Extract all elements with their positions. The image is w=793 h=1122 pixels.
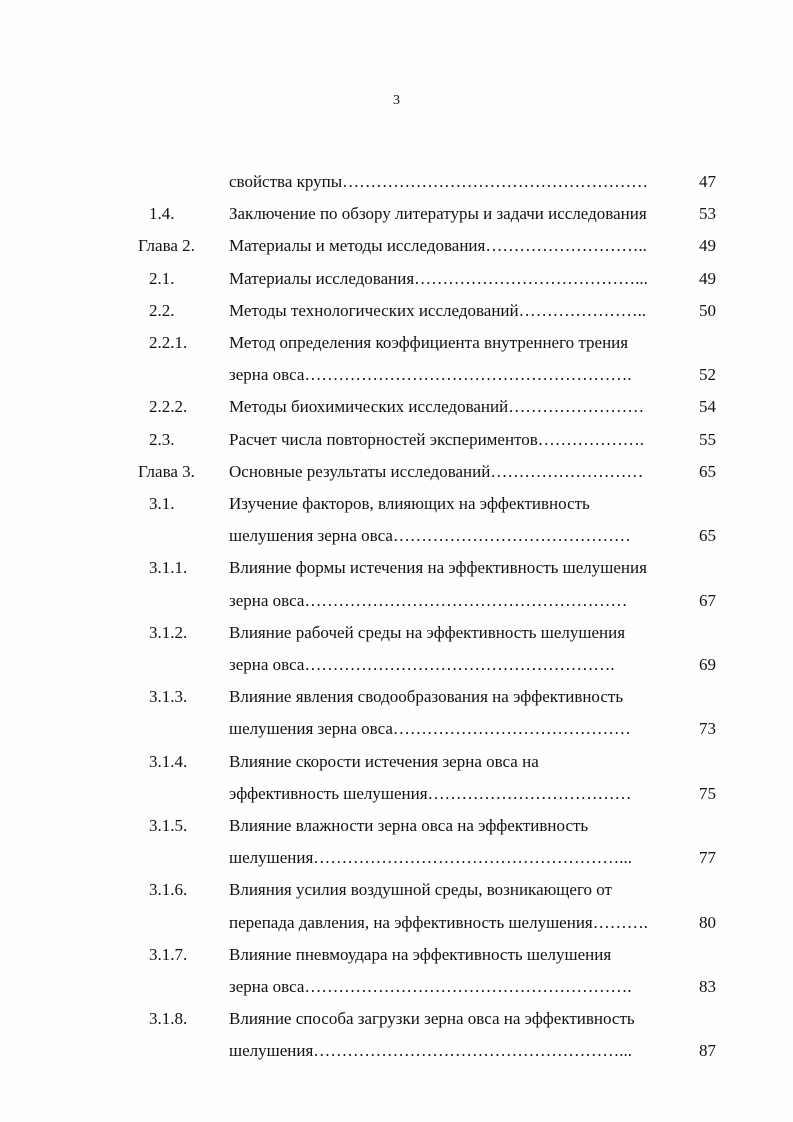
toc-entry-page: 73 — [699, 719, 716, 739]
toc-entry — [0, 650, 793, 680]
toc-entry — [0, 489, 793, 519]
toc-entry — [0, 521, 793, 551]
toc-entry-title: Изучение факторов, влияющих на эффективность — [229, 494, 590, 513]
toc-entry-title: Материалы и методы исследования……………………….. — [229, 236, 647, 256]
toc-entry — [0, 714, 793, 744]
toc-entry — [0, 167, 793, 197]
toc-entry-page: 80 — [699, 912, 716, 932]
toc-entry-number: 3.1.1. — [149, 558, 188, 578]
toc-entry — [0, 682, 793, 712]
toc-entry-title: Метод определения коэффициента внутреннего трения — [229, 333, 629, 352]
toc-entry — [0, 940, 793, 970]
toc-entry — [0, 908, 793, 938]
toc-entry-number: 2.2.2. — [149, 397, 188, 417]
toc-entry — [0, 747, 793, 777]
toc-entry-page: 52 — [699, 365, 716, 385]
toc-entry-page: 65 — [699, 461, 716, 481]
toc-entry — [0, 425, 793, 455]
toc-entry-number: 2.3. — [149, 429, 175, 449]
toc-entry-page: 87 — [699, 1041, 716, 1061]
toc-entry-page: 55 — [699, 429, 716, 449]
toc-entry-page: 49 — [699, 268, 716, 288]
toc-entry-title: эффективность шелушения……………………………… — [229, 783, 632, 803]
toc-entry-title: Влияние скорости истечения зерна овса на — [229, 751, 539, 771]
toc-entry — [0, 779, 793, 809]
toc-entry-page: 49 — [699, 236, 716, 256]
toc-entry-title: Заключение по обзору литературы и задачи исследования — [229, 204, 647, 224]
toc-entry-number: 3.1.4. — [149, 751, 188, 771]
page-number: 3 — [393, 93, 400, 108]
toc-entry-number: 2.2. — [149, 300, 175, 320]
toc-entry — [0, 360, 793, 390]
toc-entry-page: 54 — [699, 397, 716, 417]
toc-entry-page: 69 — [699, 655, 716, 674]
toc-entry-title: зерна овса………………………………………………. — [229, 655, 615, 674]
toc-entry-number: 3.1.8. — [149, 1009, 188, 1029]
toc-entry-number: 2.1. — [149, 268, 175, 288]
toc-entry-title: шелушения зерна овса…………………………………… — [229, 719, 631, 739]
toc-entry-title: свойства крупы……………………………………………… — [229, 172, 649, 191]
toc-entry-page: 65 — [699, 526, 716, 546]
toc-entry-page: 67 — [699, 590, 716, 610]
toc-entry-title: Влияние явления сводообразования на эффективность — [229, 687, 624, 707]
toc-entry-title: зерна овса………………………………………………… — [229, 590, 628, 610]
toc-entry-title: Методы технологических исследований………………….. — [229, 300, 647, 320]
toc-entry — [0, 328, 793, 358]
toc-entry — [0, 618, 793, 648]
toc-entry-title: шелушения………………………………………………... — [229, 1041, 633, 1061]
toc-entry-number: 3.1.5. — [149, 816, 188, 835]
toc-entry — [0, 811, 793, 841]
toc-entry — [0, 875, 793, 905]
toc-entry-page: 47 — [699, 172, 716, 191]
toc-entry-title: зерна овса…………………………………………………. — [229, 977, 632, 996]
toc-entry-number: Глава 3. — [138, 461, 195, 481]
toc-entry-title: шелушения зерна овса…………………………………… — [229, 526, 631, 546]
toc-entry-number: 3.1.7. — [149, 944, 188, 964]
toc-entry-number: 3.1.2. — [149, 622, 188, 642]
toc-entry-title: Расчет числа повторностей экспериментов………………. — [229, 429, 645, 449]
toc-entry — [0, 843, 793, 873]
toc-entry-number: 3.1.3. — [149, 687, 188, 707]
toc-entry-number: 3.1. — [149, 494, 175, 513]
toc-entry-page: 75 — [699, 783, 716, 803]
toc-entry-title: Влияние влажности зерна овса на эффективность — [229, 816, 589, 835]
toc-entry-title: зерна овса…………………………………………………. — [229, 365, 632, 385]
toc-entry — [0, 972, 793, 1002]
toc-entry-title: Влияние способа загрузки зерна овса на эффективность — [229, 1009, 635, 1029]
toc-entry — [0, 586, 793, 616]
toc-entry — [0, 231, 793, 261]
toc-entry-title: Материалы исследования…………………………………... — [229, 268, 648, 288]
toc-entry-title: Влияние рабочей среды на эффективность шелушения — [229, 622, 626, 642]
toc-entry-title: Влияния усилия воздушной среды, возникающего от — [229, 880, 612, 900]
toc-entry — [0, 1036, 793, 1066]
toc-entry-title: шелушения………………………………………………... — [229, 848, 633, 868]
toc-entry-page: 77 — [699, 848, 716, 868]
toc-entry-number: 1.4. — [149, 204, 175, 224]
toc-entry — [0, 199, 793, 229]
toc-entry-title: Влияние формы истечения на эффективность шелушения — [229, 558, 647, 578]
toc-entry — [0, 553, 793, 583]
toc-entry-title: Методы биохимических исследований…………………… — [229, 397, 645, 417]
toc-entry — [0, 264, 793, 294]
toc-entry-title: Влияние пневмоудара на эффективность шелушения — [229, 944, 612, 964]
toc-entry-title: Основные результаты исследований……………………… — [229, 461, 644, 481]
toc-entry — [0, 296, 793, 326]
toc-entry — [0, 457, 793, 487]
toc-entry-number: 3.1.6. — [149, 880, 188, 900]
toc-entry-title: перепада давления, на эффективность шелушения………. — [229, 912, 648, 932]
toc-entry-page: 53 — [699, 204, 716, 224]
toc-entry-number: Глава 2. — [138, 236, 195, 256]
toc-entry-number: 2.2.1. — [149, 333, 188, 352]
toc-entry-page: 83 — [699, 977, 716, 996]
toc-entry — [0, 392, 793, 422]
toc-entry — [0, 1004, 793, 1034]
toc-entry-page: 50 — [699, 300, 716, 320]
